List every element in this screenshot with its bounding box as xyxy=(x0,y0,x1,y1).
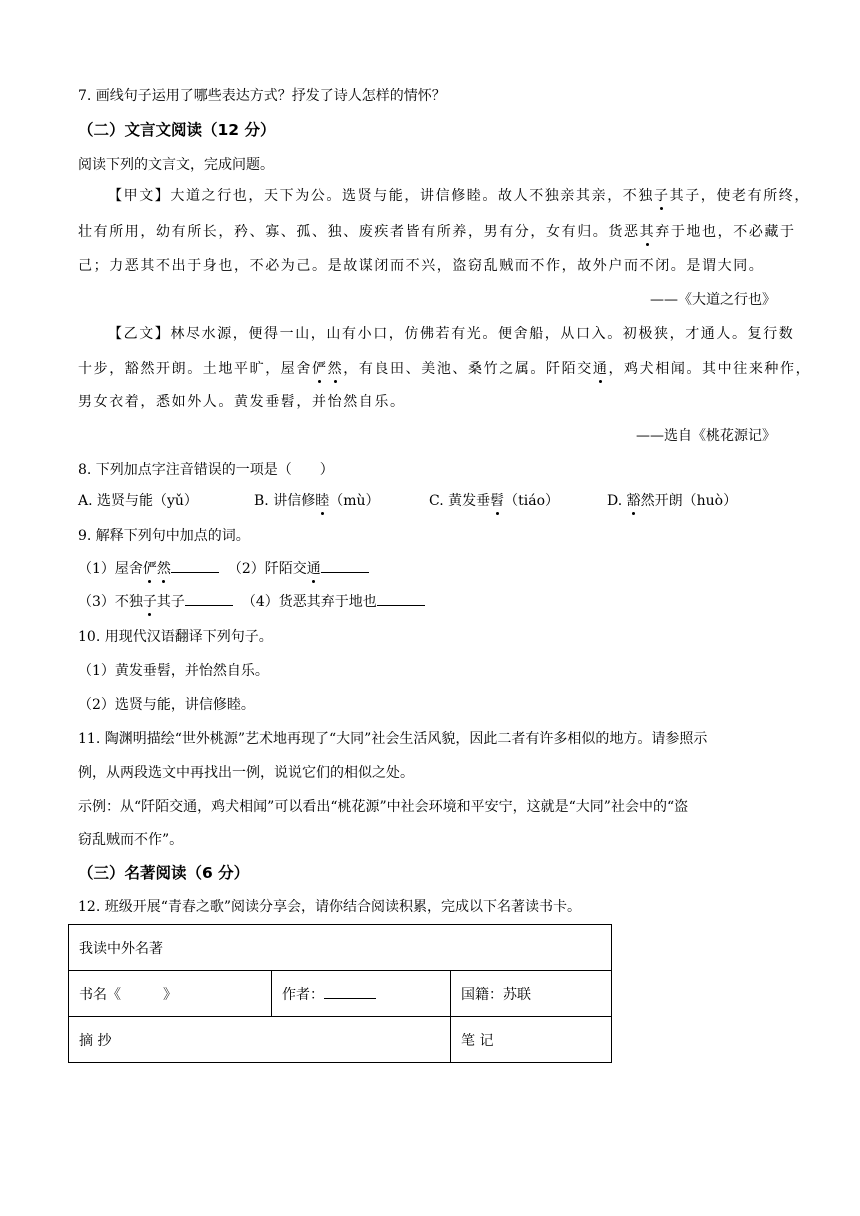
question-10-item-1: （1）黄发垂髫，并怡然自乐。 xyxy=(78,663,269,679)
card-excerpt: 摘 抄 xyxy=(69,1017,451,1063)
passage-jia-line-2: 壮有所用，幼有所长，矜、寡、孤、独、废疾者皆有所养，男有分，女有归。货恶其弃于地也，不必藏于 xyxy=(78,224,796,240)
dotted-char: 俨 xyxy=(142,561,157,577)
passage-yi-line-2: 十步，豁然开朗。土地平旷，屋舍俨然，有良田、美池、桑竹之属。阡陌交通，鸡犬相闻。其中往来种作， xyxy=(78,361,812,377)
dotted-char: 然 xyxy=(327,361,344,377)
question-10-item-2: （2）选贤与能，讲信修睦。 xyxy=(78,697,255,713)
section-classics-reading: （三）名著阅读（6 分） xyxy=(78,864,250,882)
question-7: 7. 画线句子运用了哪些表达方式？抒发了诗人怎样的情怀？ xyxy=(78,88,446,104)
option-b: B. 讲信修睦（mù） xyxy=(254,493,380,509)
card-book-name: 书名《 》 xyxy=(69,971,272,1017)
question-10: 10. 用现代汉语翻译下列句子。 xyxy=(78,629,273,645)
dotted-char: 通 xyxy=(592,361,609,377)
question-9: 9. 解释下列句中加点的词。 xyxy=(78,528,250,544)
answer-blank xyxy=(321,558,369,573)
card-notes: 笔 记 xyxy=(451,1017,612,1063)
dotted-char: 然 xyxy=(156,561,171,577)
answer-blank xyxy=(377,591,425,606)
answer-blank xyxy=(185,591,233,606)
reading-card-table xyxy=(68,924,612,1063)
question-8: 8. 下列加点字注音错误的一项是（ ） xyxy=(78,462,334,478)
question-11-line-1: 11. 陶渊明描绘“世外桃源”艺术地再现了“大同”社会生活风貌，因此二者有许多相似的地方。请参照示 xyxy=(78,731,708,747)
option-d: D. 豁然开朗（huò） xyxy=(607,493,738,509)
dotted-char: 俨 xyxy=(312,361,328,377)
answer-blank xyxy=(171,558,219,573)
section-classical-reading: （二）文言文阅读（12 分） xyxy=(78,121,276,139)
passage-yi-line-3: 男女衣着，悉如外人。黄发垂髫，并怡然自乐。 xyxy=(78,394,406,410)
passage-jia-line-1: 【甲文】大道之行也，天下为公。选贤与能，讲信修睦。故人不独亲其亲，不独子其子，使老有所终， xyxy=(108,188,811,204)
dotted-char: 子 xyxy=(654,188,670,204)
option-a: A. 选贤与能（yǔ） xyxy=(78,493,198,509)
card-nationality: 国籍：苏联 xyxy=(451,971,612,1017)
dotted-char: 髫 xyxy=(490,493,505,509)
card-header: 我读中外名著 xyxy=(69,925,612,971)
dotted-char: 通 xyxy=(306,561,321,577)
question-9-row-2: （3）不独子其子 （4）货恶其弃于地也 xyxy=(78,591,425,612)
option-c: C. 黄发垂髫（tiáo） xyxy=(429,493,560,509)
question-9-row-1: （1）屋舍俨然 （2）阡陌交通 xyxy=(78,558,369,579)
passage-jia-source: ——《大道之行也》 xyxy=(650,292,776,308)
dotted-char: 其 xyxy=(639,224,656,240)
card-author: 作者： xyxy=(272,971,451,1017)
dotted-char: 豁 xyxy=(626,493,641,509)
question-11-example-2: 窃乱贼而不作”。 xyxy=(78,832,184,848)
passage-yi-source: ——选自《桃花源记》 xyxy=(636,428,776,444)
question-11-line-2: 例，从两段选文中再找出一例，说说它们的相似之处。 xyxy=(78,765,414,781)
dotted-char: 子 xyxy=(142,594,157,610)
passage-yi-line-1: 【乙文】林尽水源，便得一山，山有小口，仿佛若有光。便舍船，从口入。初极狭，才通人。复行数 xyxy=(108,326,795,342)
answer-blank xyxy=(324,984,376,999)
dotted-char: 睦 xyxy=(315,493,330,509)
question-12: 12. 班级开展“青春之歌”阅读分享会，请你结合阅读积累，完成以下名著读书卡。 xyxy=(78,899,582,915)
passage-jia-line-3: 己；力恶其不出于身也，不必为己。是故谋闭而不兴，盗窃乱贼而不作，故外户而不闭。是谓大同。 xyxy=(78,258,765,274)
reading-instruction: 阅读下列的文言文，完成问题。 xyxy=(78,157,274,173)
question-11-example-1: 示例：从“阡陌交通，鸡犬相闻”可以看出“桃花源”中社会环境和平安宁，这就是“大同”社会中的“盗 xyxy=(78,799,689,815)
